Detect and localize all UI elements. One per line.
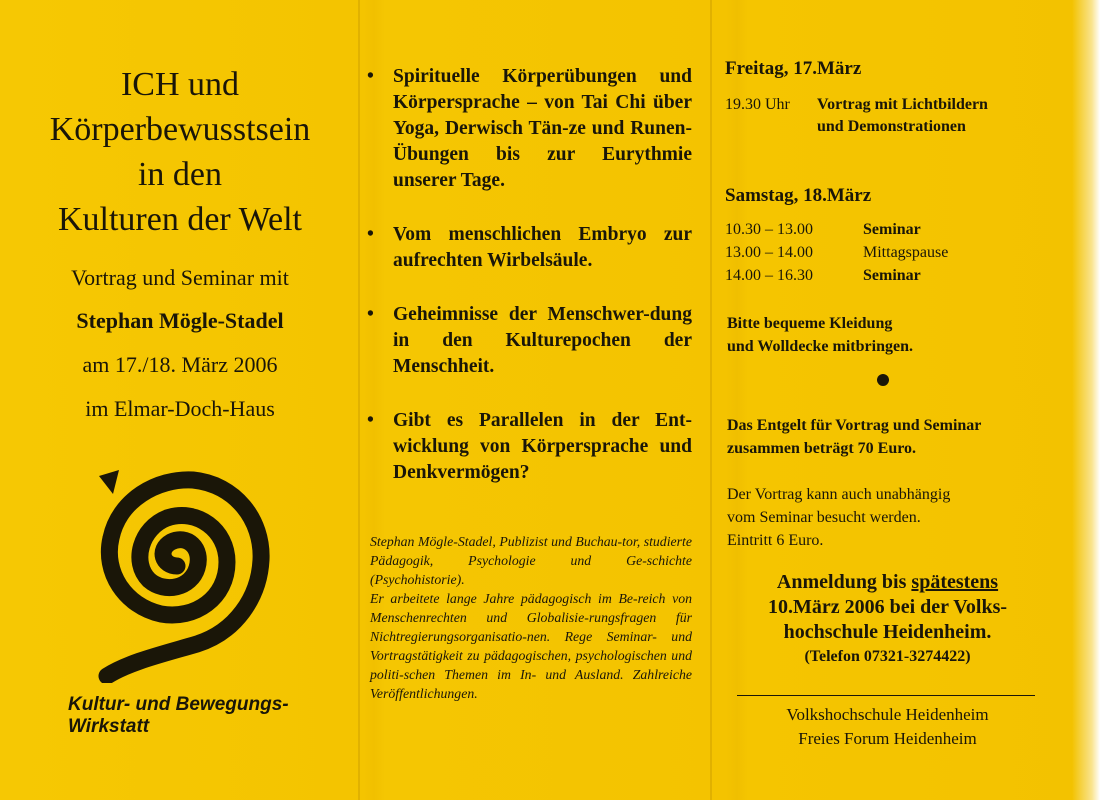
friday-desc xyxy=(817,94,988,138)
speaker-bio xyxy=(370,532,692,703)
title-line: Körperbewusstsein xyxy=(49,111,311,148)
schedule-label: Seminar xyxy=(863,221,921,238)
spiral-tip xyxy=(99,470,119,494)
scan-edge xyxy=(1072,0,1100,800)
bullet-icon: • xyxy=(367,410,374,431)
topic-text: Spirituelle Körperübungen und Körpersprache – von Tai Chi über Yoga, Derwisch Tän-ze und Runen-Übungen bis zur Eurythmie unserer Tage. xyxy=(393,66,692,191)
title-line: ICH und xyxy=(120,66,240,103)
subtitle: Vortrag und Seminar mit xyxy=(71,265,289,290)
footer-line: Freies Forum Heidenheim xyxy=(798,729,977,748)
schedule-row xyxy=(725,241,948,264)
fee-note xyxy=(727,414,1057,460)
topic-item xyxy=(367,222,692,274)
organizer-line: Kultur- und Bewegungs- xyxy=(68,694,289,715)
registration-line: 10.März 2006 bei der Volks- xyxy=(767,596,1008,618)
friday-desc-line: und Demonstrationen xyxy=(817,118,966,135)
clothing-line: Bitte bequeme Kleidung xyxy=(727,315,893,332)
footer-line: Volkshochschule Heidenheim xyxy=(786,705,989,724)
bio-paragraph: Stephan Mögle-Stadel, Publizist und Buchau-tor, studierte Pädagogik, Psychologie und Ge-schichte (Psychohistorie). xyxy=(370,534,692,587)
bullet-icon: • xyxy=(367,304,374,325)
registration-phone: (Telefon 07321-3274422) xyxy=(804,648,971,665)
speaker-name: Stephan Mögle-Stadel xyxy=(76,308,284,333)
clothing-line: und Wolldecke mitbringen. xyxy=(727,338,913,355)
registration-prefix: Anmeldung bis xyxy=(776,571,912,593)
registration-deadline-word: spätestens xyxy=(911,571,999,593)
left-panel xyxy=(0,0,355,800)
topic-item xyxy=(367,408,692,486)
topic-text: Geheimnisse der Menschwer-dung in den Kulturepochen der Menschheit. xyxy=(393,304,692,377)
registration-line: hochschule Heidenheim. xyxy=(783,621,992,643)
fold-line xyxy=(358,0,360,800)
registration-note xyxy=(715,570,1060,669)
title-line: Kulturen der Welt xyxy=(57,201,302,238)
fee-line: Das Entgelt für Vortrag und Seminar xyxy=(727,417,982,434)
lecture-note xyxy=(727,483,1057,552)
friday-desc-line: Vortrag mit Lichtbildern xyxy=(817,96,988,113)
topic-item xyxy=(367,302,692,380)
friday-row xyxy=(725,94,988,138)
main-title xyxy=(20,62,340,242)
schedule-row xyxy=(725,264,921,287)
bullet-icon: • xyxy=(367,224,374,245)
lecture-line: vom Seminar besucht werden. xyxy=(727,509,921,526)
spiral-logo-icon xyxy=(85,448,275,683)
bullet-icon: • xyxy=(367,66,374,87)
schedule-time: 14.00 – 16.30 xyxy=(725,267,813,284)
venue: im Elmar-Doch-Haus xyxy=(85,396,275,421)
bio-paragraph: Er arbeitete lange Jahre pädagogisch im Be-reich von Menschenrechten und Globalisie-rungsfragen für Nichtregierungsorganisatio-nen. Rege Seminar- und Vortragstätigkeit zu pädagogischen, psychologischen und politi-schen Themen im In- und Ausland. Zahlreiche Veröffentlichungen. xyxy=(370,591,692,701)
schedule-label: Mittagspause xyxy=(863,244,949,261)
schedule-row xyxy=(725,218,921,241)
fold-line xyxy=(710,0,712,800)
topic-text: Gibt es Parallelen in der Ent-wicklung von Körpersprache und Denkvermögen? xyxy=(393,410,692,483)
lecture-line: Eintritt 6 Euro. xyxy=(727,532,824,549)
saturday-heading: Samstag, 18.März xyxy=(725,185,872,206)
lecture-line: Der Vortrag kann auch unabhängig xyxy=(727,486,951,503)
friday-heading: Freitag, 17.März xyxy=(725,58,862,79)
event-dates: am 17./18. März 2006 xyxy=(82,352,278,377)
clothing-note xyxy=(727,312,1057,358)
schedule-time: 13.00 – 14.00 xyxy=(725,244,813,261)
topic-item xyxy=(367,64,692,194)
right-panel xyxy=(715,0,1075,800)
title-line: in den xyxy=(137,156,223,193)
divider-line xyxy=(737,695,1035,696)
topic-text: Vom menschlichen Embryo zur aufrechten Wirbelsäule. xyxy=(393,224,692,271)
organizer-line: Wirkstatt xyxy=(68,716,150,737)
separator-dot-icon xyxy=(877,374,889,386)
fee-line: zusammen beträgt 70 Euro. xyxy=(727,440,917,457)
organizer-name xyxy=(68,694,289,738)
footer-organizers xyxy=(715,703,1060,751)
schedule-time: 10.30 – 13.00 xyxy=(725,221,813,238)
schedule-label: Seminar xyxy=(863,267,921,284)
middle-panel xyxy=(362,0,707,800)
friday-time: 19.30 Uhr xyxy=(725,96,790,113)
